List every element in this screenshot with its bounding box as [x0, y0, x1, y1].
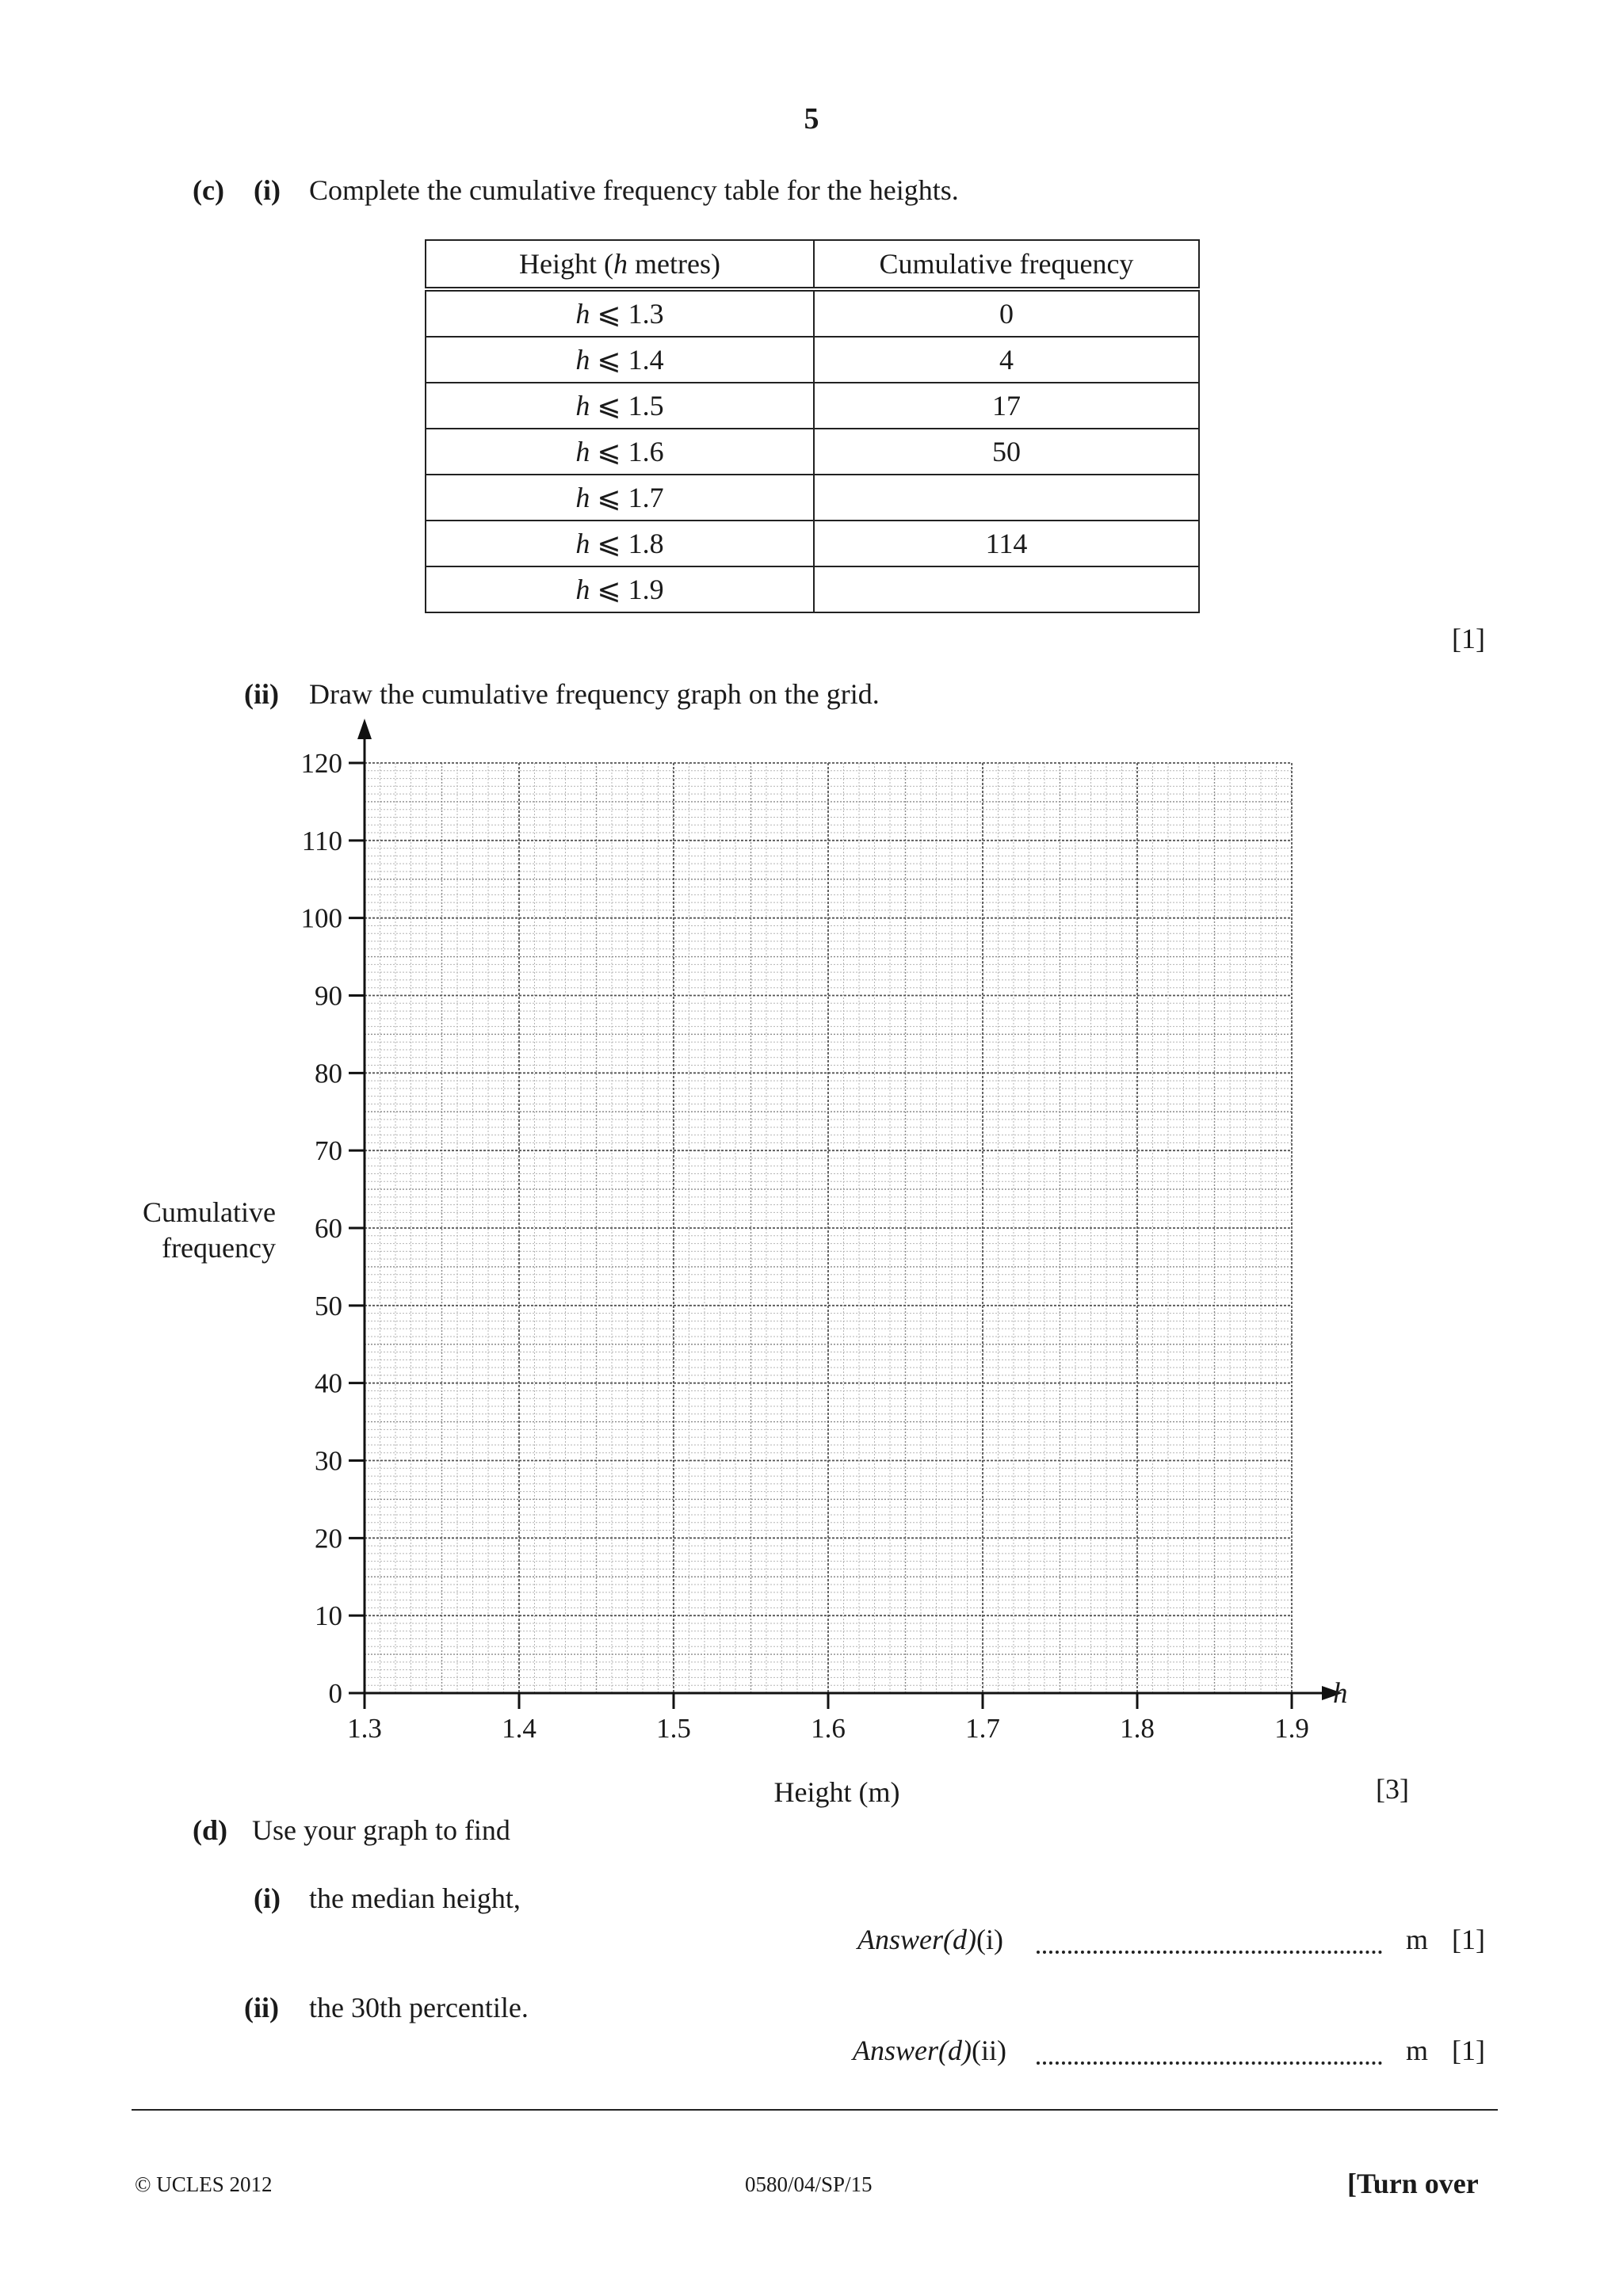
- frequency-cell: 4: [814, 337, 1199, 383]
- answer-d-ii-unit: m: [1406, 2035, 1429, 2066]
- part-d-question: Use your graph to find: [252, 1814, 510, 1846]
- y-tick-label: 90: [315, 980, 342, 1012]
- part-d-label: (d): [193, 1814, 227, 1846]
- y-tick-label: 60: [315, 1213, 342, 1244]
- part-d-i-label: (i): [254, 1882, 281, 1914]
- answer-d-ii-marks: [1]: [1452, 2035, 1485, 2066]
- frequency-cell: 17: [814, 383, 1199, 429]
- part-c-i-label: (i): [254, 174, 281, 206]
- part-c-i-marks: [1]: [1452, 623, 1485, 654]
- y-tick-label: 0: [328, 1678, 342, 1709]
- height-cell: h ⩽ 1.3: [426, 289, 814, 337]
- x-tick-label: 1.8: [1120, 1713, 1155, 1744]
- copyright: © UCLES 2012: [135, 2172, 273, 2196]
- answer-d-ii-label: Answer(d)(ii): [853, 2035, 1006, 2066]
- frequency-cell: 50: [814, 429, 1199, 475]
- part-d-ii-question: the 30th percentile.: [309, 1992, 529, 2023]
- x-tick-label: 1.6: [811, 1713, 846, 1744]
- turn-over: [Turn over: [1347, 2168, 1479, 2199]
- frequency-cell: 0: [814, 289, 1199, 337]
- part-c-label: (c): [193, 174, 224, 206]
- frequency-cell: 114: [814, 521, 1199, 566]
- footer-divider: [132, 2109, 1498, 2111]
- y-tick-label: 50: [315, 1290, 342, 1322]
- part-d-ii-label: (ii): [244, 1992, 279, 2023]
- answer-d-i-unit: m: [1406, 1924, 1429, 1955]
- y-tick-label: 120: [300, 748, 342, 779]
- paper-code: 0580/04/SP/15: [745, 2172, 873, 2196]
- part-d-i-question: the median height,: [309, 1882, 521, 1914]
- height-cell: h ⩽ 1.5: [426, 383, 814, 429]
- y-tick-label: 110: [301, 825, 342, 856]
- x-tick-label: 1.7: [965, 1713, 1000, 1744]
- height-cell: h ⩽ 1.4: [426, 337, 814, 383]
- x-tick-label: 1.9: [1274, 1713, 1309, 1744]
- height-cell: h ⩽ 1.6: [426, 429, 814, 475]
- y-axis-arrow-icon: [357, 719, 372, 739]
- part-c-ii-question: Draw the cumulative frequency graph on the grid.: [309, 678, 880, 710]
- part-c-i-question: Complete the cumulative frequency table for the heights.: [309, 174, 959, 206]
- x-tick-label: 1.5: [656, 1713, 691, 1744]
- y-tick-label: 20: [315, 1523, 342, 1554]
- height-cell: h ⩽ 1.7: [426, 475, 814, 521]
- y-axis-label-line-2: frequency: [162, 1232, 276, 1264]
- answer-d-i-label: Answer(d)(i): [857, 1924, 1003, 1955]
- height-cell: h ⩽ 1.9: [426, 566, 814, 612]
- answer-d-i-marks: [1]: [1452, 1924, 1485, 1955]
- part-c-ii-marks: [3]: [1376, 1773, 1409, 1805]
- page-number: 5: [804, 102, 819, 135]
- y-tick-label: 30: [315, 1445, 342, 1477]
- y-tick-label: 70: [315, 1135, 342, 1167]
- x-axis-symbol: h: [1333, 1677, 1348, 1710]
- answer-d-i-field[interactable]: [1037, 1951, 1382, 1954]
- y-tick-label: 100: [300, 902, 342, 934]
- y-tick-label: 40: [315, 1367, 342, 1399]
- height-column-header: Height (h metres): [426, 240, 814, 289]
- y-axis-label-line-1: Cumulative: [143, 1196, 276, 1228]
- height-cell: h ⩽ 1.8: [426, 521, 814, 566]
- x-tick-label: 1.3: [347, 1713, 382, 1744]
- y-tick-label: 80: [315, 1058, 342, 1089]
- part-c-ii-label: (ii): [244, 678, 279, 710]
- answer-d-ii-field[interactable]: [1037, 2061, 1382, 2065]
- frequency-column-header: Cumulative frequency: [814, 240, 1199, 289]
- x-axis-label: Height (m): [773, 1776, 900, 1808]
- y-tick-label: 10: [315, 1600, 342, 1632]
- x-tick-label: 1.4: [502, 1713, 537, 1744]
